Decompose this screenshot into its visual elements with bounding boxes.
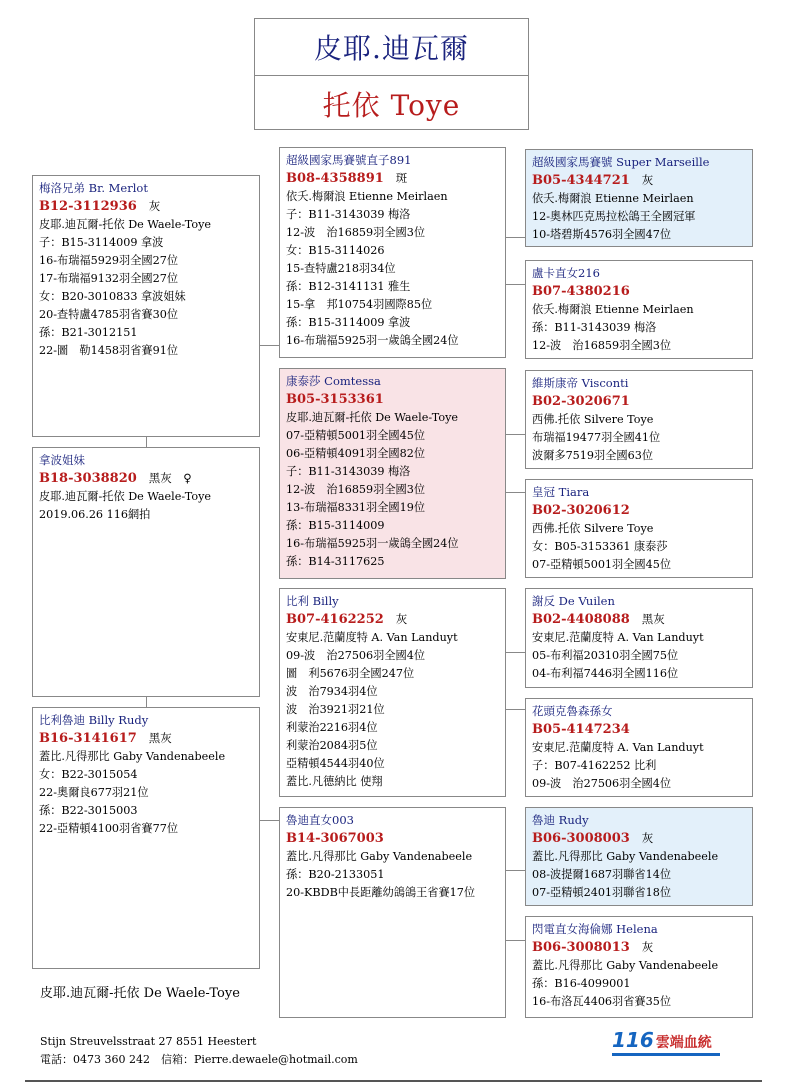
ring-number: B07-4380216 xyxy=(532,284,630,299)
pigeon-name: 拿波姐妹 xyxy=(39,453,85,467)
record-line: 12-奧林匹克馬拉松鴿王全國冠軍 xyxy=(532,210,696,223)
record-line: 20-KBDB中長距離幼鴿鴿王省賽17位 xyxy=(286,886,476,899)
ring-number-row xyxy=(532,282,746,301)
connector xyxy=(505,652,525,653)
plumage-color: 黑灰 xyxy=(641,612,665,626)
ring-number-row xyxy=(532,610,746,629)
record-line: 西佛.托依 Silvere Toye xyxy=(532,522,654,535)
record-line: 蓋比.凡得那比 Gaby Vandenabeele xyxy=(39,750,226,763)
record-line: 安東尼.范蘭度特 A. Van Landuyt xyxy=(532,631,704,644)
card-sire[interactable] xyxy=(32,175,260,437)
plumage-color: 灰 xyxy=(148,199,161,213)
connector xyxy=(146,697,147,707)
record-line: 子：B07-4162252 比利 xyxy=(532,759,657,772)
record-line: 12-波 治16859羽全國3位 xyxy=(532,339,672,352)
pigeon-name: 閃電直女海倫娜 Helena xyxy=(532,922,658,936)
record-line: 09-波 治27506羽全國4位 xyxy=(532,777,672,790)
pigeon-name: 盧卡直女216 xyxy=(532,266,600,280)
record-line: 布瑞福19477羽全國41位 xyxy=(532,431,661,444)
record-line: 皮耶.迪瓦爾-托依 De Waele-Toye xyxy=(39,218,212,231)
pigeon-name: 花頭克魯森孫女 xyxy=(532,704,613,718)
ring-number: B02-3020671 xyxy=(532,394,630,409)
card-sds[interactable] xyxy=(525,370,753,469)
ring-number-row xyxy=(532,392,746,411)
record-line: 皮耶.迪瓦爾-托依 De Waele-Toye xyxy=(39,490,212,503)
record-line: 波爾多7519羽全國63位 xyxy=(532,449,654,462)
ring-number-row xyxy=(532,829,746,848)
ring-number-row xyxy=(39,469,253,488)
connector xyxy=(146,437,147,447)
ring-number: B16-3141617 xyxy=(39,731,137,746)
record-line: 孫：B14-3117625 xyxy=(286,555,385,568)
record-line: 17-布瑞福9132羽全國27位 xyxy=(39,272,179,285)
pigeon-name: 皇冠 Tiara xyxy=(532,485,590,499)
record-line: 子：B15-3114009 拿波 xyxy=(39,236,164,249)
record-line: 04-布利福7446羽全國116位 xyxy=(532,667,679,680)
record-line: 13-布瑞福8331羽全國19位 xyxy=(286,501,426,514)
record-line: 依夭.梅爾浪 Etienne Meirlaen xyxy=(532,192,694,205)
ring-number-row xyxy=(286,610,499,629)
record-line: 10-塔碧斯4576羽全國47位 xyxy=(532,228,672,241)
record-line: 女：B15-3114026 xyxy=(286,244,385,257)
connector xyxy=(505,709,525,710)
ring-number: B05-4147234 xyxy=(532,722,630,737)
ring-number: B02-4408088 xyxy=(532,612,630,627)
record-line: 16-布瑞福5925羽一歲鴿全國24位 xyxy=(286,537,459,550)
ring-number-row xyxy=(39,729,253,748)
connector xyxy=(505,492,525,493)
record-line: 22-奧爾良677羽21位 xyxy=(39,786,149,799)
record-line: 波 治3921羽21位 xyxy=(286,703,385,716)
record-line: 09-波 治27506羽全國4位 xyxy=(286,649,426,662)
plumage-color: 斑 xyxy=(395,171,408,185)
breeder-name: 皮耶.迪瓦爾-托依 De Waele-Toye xyxy=(40,986,240,1001)
ring-number-row xyxy=(286,169,499,188)
ring-number: B05-4344721 xyxy=(532,173,630,188)
plumage-color: 黑灰 xyxy=(148,731,172,745)
record-line: 孫：B11-3143039 梅洛 xyxy=(532,321,657,334)
connector xyxy=(259,820,280,821)
record-line: 依夭.梅爾浪 Etienne Meirlaen xyxy=(532,303,694,316)
record-line: 蓋比.凡德納比 使翔 xyxy=(286,775,383,788)
pigeon-name: 維斯康帝 Visconti xyxy=(532,376,629,390)
breeder-address: Stijn Streuvelsstraat 27 8551 Heestert xyxy=(40,1035,257,1048)
record-line: 女：B05-3153361 康泰莎 xyxy=(532,540,668,553)
pigeon-name: 比利魯迪 Billy Rudy xyxy=(39,713,149,727)
ring-number: B08-4358891 xyxy=(286,171,384,186)
ring-number-row xyxy=(532,501,746,520)
connector xyxy=(259,345,280,346)
card-dam[interactable] xyxy=(32,447,260,697)
pedigree-title-box xyxy=(254,18,529,130)
record-line: 12-波 治16859羽全國3位 xyxy=(286,226,426,239)
card-sss[interactable] xyxy=(525,149,753,247)
record-line: 女：B20-3010833 拿波姐妹 xyxy=(39,290,186,303)
pigeon-name: 魯迪直女003 xyxy=(286,813,354,827)
record-line: 08-波提爾1687羽聯省14位 xyxy=(532,868,672,881)
record-line: 安東尼.范蘭度特 A. Van Landuyt xyxy=(532,741,704,754)
record-line: 16-布瑞福5929羽全國27位 xyxy=(39,254,179,267)
ring-number-row xyxy=(286,829,499,848)
record-line: 孫：B20-2133051 xyxy=(286,868,385,881)
record-line: 孫：B15-3114009 拿波 xyxy=(286,316,411,329)
ring-number: B18-3038820 xyxy=(39,471,137,486)
logo-underline xyxy=(612,1053,720,1056)
record-line: 07-亞精頓2401羽聯省18位 xyxy=(532,886,672,899)
logo-number: 116 xyxy=(612,1028,654,1052)
record-line: 20-查特盧4785羽省賽30位 xyxy=(39,308,179,321)
card-dss[interactable] xyxy=(525,588,753,688)
record-line: 07-亞精頓5001羽全國45位 xyxy=(286,429,426,442)
card-sire-dam[interactable] xyxy=(279,368,506,579)
ring-number: B07-4162252 xyxy=(286,612,384,627)
connector xyxy=(505,870,525,871)
connector xyxy=(505,237,525,238)
owner-subname: 托依 Toye xyxy=(322,88,461,122)
ring-number: B12-3112936 xyxy=(39,199,137,214)
card-dsd[interactable] xyxy=(525,698,753,797)
plumage-color: 黑灰 ♀ xyxy=(148,471,192,485)
owner-name: 皮耶.迪瓦爾 xyxy=(255,19,528,76)
brand-logo xyxy=(612,1028,712,1052)
record-line: 皮耶.迪瓦爾-托依 De Waele-Toye xyxy=(286,411,459,424)
card-dam-sire[interactable] xyxy=(32,707,260,969)
record-line: 蓋比.凡得那比 Gaby Vandenabeele xyxy=(532,850,719,863)
breeder-contact xyxy=(40,1033,358,1069)
record-line: 孫：B12-3141131 雅生 xyxy=(286,280,411,293)
card-ddd[interactable] xyxy=(525,916,753,1018)
ring-number-row xyxy=(39,197,253,216)
pigeon-name: 超級國家馬賽號 Super Marseille xyxy=(532,155,710,169)
record-line: 05-布利福20310羽全國75位 xyxy=(532,649,679,662)
record-line: 2019.06.26 116網拍 xyxy=(39,508,151,521)
card-dds[interactable] xyxy=(525,807,753,906)
pigeon-name: 康泰莎 Comtessa xyxy=(286,374,381,388)
ring-number-row xyxy=(532,938,746,957)
record-line: 女：B22-3015054 xyxy=(39,768,138,781)
record-line: 22-圖 勒1458羽省賽91位 xyxy=(39,344,179,357)
pigeon-name: 謝反 De Vuilen xyxy=(532,594,615,608)
ring-number: B06-3008003 xyxy=(532,831,630,846)
ring-number-row xyxy=(286,390,499,409)
record-line: 07-亞精頓5001羽全國45位 xyxy=(532,558,672,571)
record-line: 12-波 治16859羽全國3位 xyxy=(286,483,426,496)
record-line: 子：B11-3143039 梅洛 xyxy=(286,465,411,478)
plumage-color: 灰 xyxy=(641,831,654,845)
pigeon-name: 魯迪 Rudy xyxy=(532,813,589,827)
breeder-phone-email: 電話：0473 360 242 信箱：Pierre.dewaele@hotmail.com xyxy=(40,1053,358,1066)
ring-number: B06-3008013 xyxy=(532,940,630,955)
pigeon-name: 超級國家馬賽號直子891 xyxy=(286,153,412,167)
record-line: 子：B11-3143039 梅洛 xyxy=(286,208,411,221)
record-line: 蓋比.凡得那比 Gaby Vandenabeele xyxy=(532,959,719,972)
record-line: 孫：B15-3114009 xyxy=(286,519,385,532)
ring-number-row xyxy=(532,720,746,739)
record-line: 安東尼.范蘭度特 A. Van Landuyt xyxy=(286,631,458,644)
record-line: 利蒙治2216羽4位 xyxy=(286,721,378,734)
pigeon-name: 比利 Billy xyxy=(286,594,339,608)
connector xyxy=(505,940,525,941)
card-dam-sire-dam[interactable] xyxy=(279,807,506,1018)
pigeon-name: 梅洛兄弟 Br. Merlot xyxy=(39,181,148,195)
card-sdd[interactable] xyxy=(525,479,753,578)
card-dam-sire-sire[interactable] xyxy=(279,588,506,797)
record-line: 西佛.托依 Silvere Toye xyxy=(532,413,654,426)
record-line: 15-查特盧218羽34位 xyxy=(286,262,396,275)
ring-number-row xyxy=(532,171,746,190)
record-line: 孫：B22-3015003 xyxy=(39,804,138,817)
logo-text: 雲端血統 xyxy=(655,1035,712,1051)
plumage-color: 灰 xyxy=(641,173,654,187)
record-line: 16-布瑞福5925羽一歲鴿全國24位 xyxy=(286,334,459,347)
plumage-color: 灰 xyxy=(641,940,654,954)
record-line: 利蒙治2084羽5位 xyxy=(286,739,378,752)
record-line: 依夭.梅爾浪 Etienne Meirlaen xyxy=(286,190,448,203)
record-line: 圖 利5676羽全國247位 xyxy=(286,667,415,680)
record-line: 15-拿 邦10754羽國際85位 xyxy=(286,298,433,311)
record-line: 22-亞精頓4100羽省賽77位 xyxy=(39,822,179,835)
record-line: 波 治7934羽4位 xyxy=(286,685,378,698)
connector xyxy=(505,434,525,435)
record-line: 孫：B21-3012151 xyxy=(39,326,138,339)
ring-number: B05-3153361 xyxy=(286,392,384,407)
card-sire-sire[interactable] xyxy=(279,147,506,358)
ring-number: B02-3020612 xyxy=(532,503,630,518)
ring-number: B14-3067003 xyxy=(286,831,384,846)
record-line: 16-布洛瓦4406羽省賽35位 xyxy=(532,995,672,1008)
connector xyxy=(505,284,525,285)
card-ssd[interactable] xyxy=(525,260,753,359)
record-line: 孫：B16-4099001 xyxy=(532,977,631,990)
record-line: 06-亞精頓4091羽全國82位 xyxy=(286,447,426,460)
bottom-divider xyxy=(25,1080,762,1082)
record-line: 亞精頓4544羽40位 xyxy=(286,757,385,770)
record-line: 蓋比.凡得那比 Gaby Vandenabeele xyxy=(286,850,473,863)
plumage-color: 灰 xyxy=(395,612,408,626)
